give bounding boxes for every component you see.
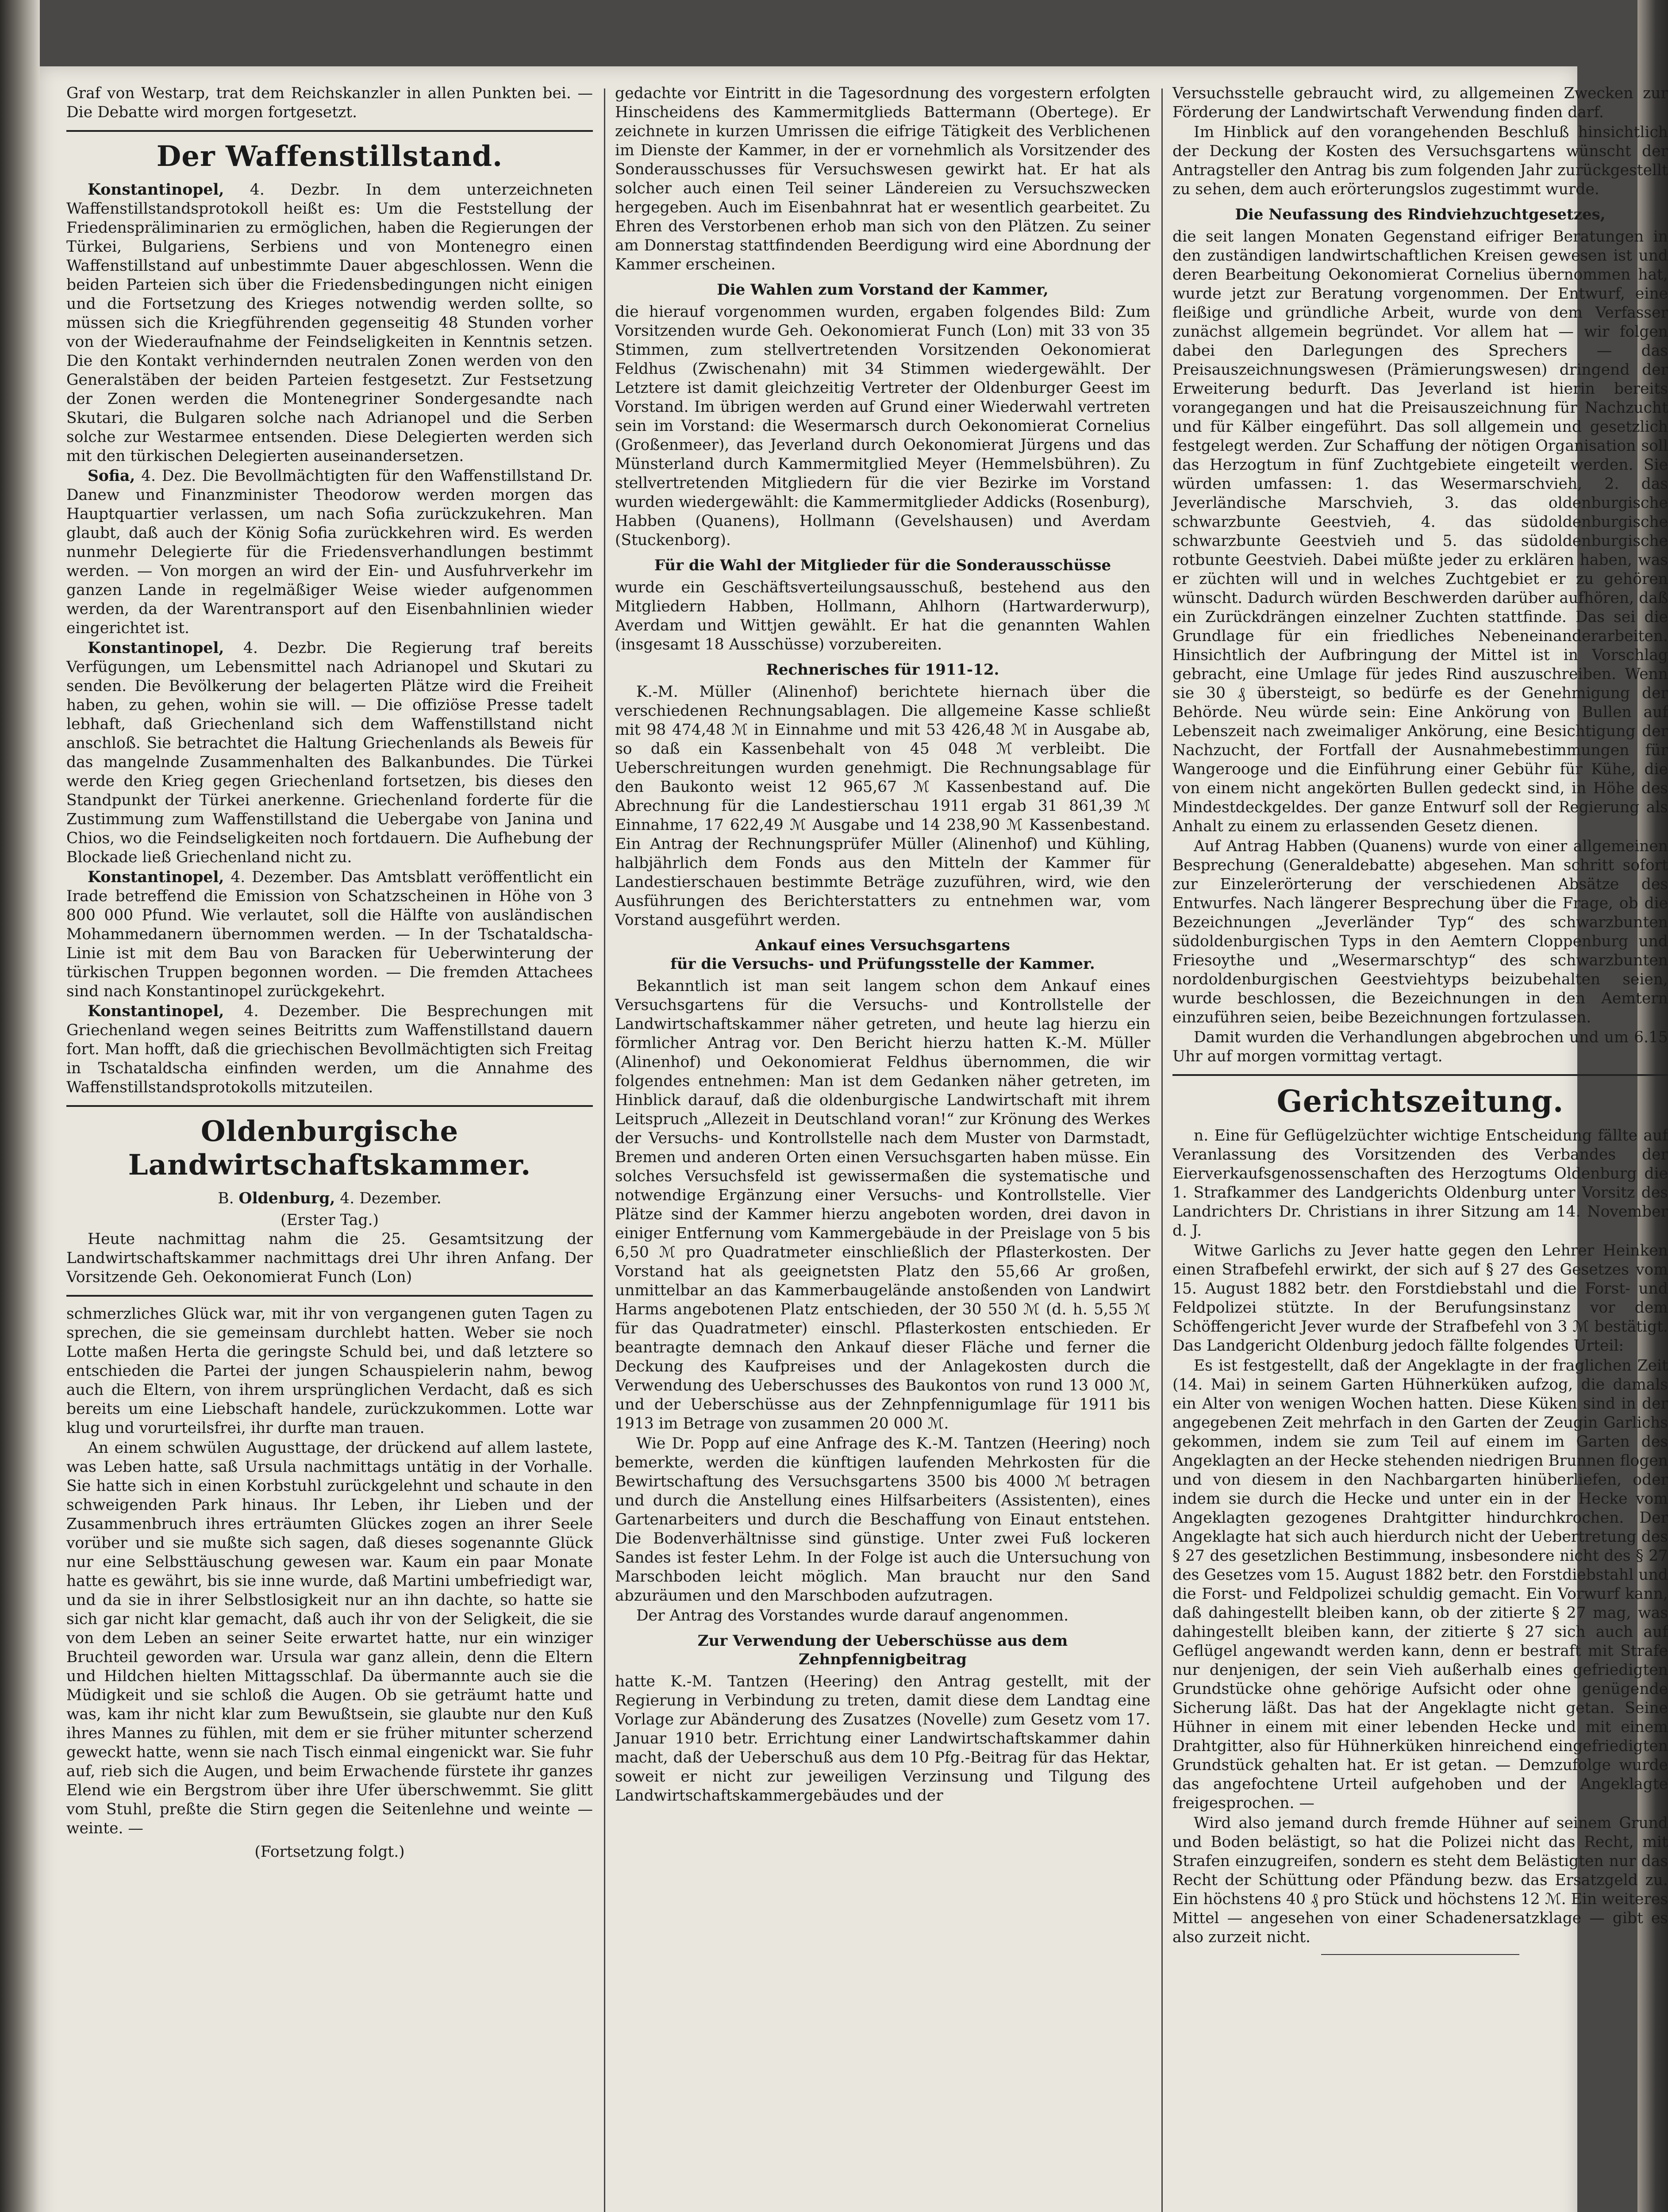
column-rule bbox=[604, 88, 605, 2212]
column-3 bbox=[1172, 84, 1668, 2212]
paragraph: Wird also jemand durch fremde Hühner auf seinem Grund und Boden belästigt, so hat die Polizei nicht das Recht, mit Strafen einzugreifen, sondern es steht dem Belästigten nur das Recht der Schüttung oder Pfändung bezw. das Ersatzgeld zu. Ein höchstens 40 ₰ pro Stück und höchstens 12 ℳ. Ein weiteres Mittel — angesehen von einer Schadenersatzklage — gibt es also zurzeit nicht. bbox=[1172, 1814, 1668, 1946]
novel-paragraph: schmerzliches Glück war, mit ihr von vergangenen guten Tagen zu sprechen, die sie gemeinsam durchlebt hatten. Weber sie noch Lotte maßen Herta die geringste Schuld bei, und daß letztere so entschieden die Partei der jungen Schauspielerin nahm, bewog auch die Eltern, von ihrem ursprünglichen Verdacht, daß es sich bereits um eine Liebschaft handele, zurückzukommen. Lotte war klug und vorurteilsfrei, ihr durfte man trauen. bbox=[66, 1305, 593, 1437]
paragraph: die seit langen Monaten Gegenstand eifriger Beratungen in den zuständigen landwirtschaftlichen Kreisen gewesen ist und deren Bearbeitung Oekonomierat Cornelius übernommen hat, wurde jetzt zur Beratung vorgenommen. Der Entwurf, eine fleißige und gründliche Arbeit, wurde von dem Verfasser zunächst allgemein begründet. Vor allem hat — wir folgen dabei den Darlegungen des Sprechers — das Preisauszeichnungswesen (Prämierungswesen) dringend der Erweiterung bedurft. Das Jeverland ist hierin bereits vorangegangen und hat die Preisauszeichnung für Nachzucht und für Kälber eingeführt. Das soll allgemein und gesetzlich festgelegt werden. Zur Schaffung der nötigen Organisation soll das Herzogtum in fünf Zuchtgebiete eingeteilt werden. Sie würden umfassen: 1. das Wesermarschvieh, 2. das Jeverländische Marschvieh, 3. das oldenburgische schwarzbunte Geestvieh, 4. das südoldenburgische schwarzbunte Geestvieh und 5. das südoldenburgische rotbunte Geestvieh. Dabei müßte jeder zu erklären haben, was er züchten will und in welches Zuchtgebiet er zu gehören wünscht. Dadurch würden Beschwerden darüber aufhören, daß ein Zurückdrängen einzelner Zuchten stattfinde. Das sei die Grundlage für ein friedliches Nebeneinanderarbeiten. Hinsichtlich der Aufbringung der Mittel ist in Vorschlag gebracht, eine Umlage für jedes Rind auszuschreiben. Wenn sie 30 ₰ übersteigt, so bedürfe es der Genehmigung der Behörde. Neu würde sein: Eine Ankörung von Bullen auf Lebenszeit nach zweimaliger Ankörung, eine Besichtigung der Nachzucht, der Fortfall der Ausnahmebestimmungen für Wangerooge und die Einführung einer Gebühr für Kühe, die von einem nicht angekörten Bullen gedeckt sind, in Höhe des Mindestdeckgeldes. Der ganze Entwurf soll der Regierung als Anhalt zu einem zu erlassenden Gesetz dienen. bbox=[1172, 228, 1668, 835]
paragraph: Im Hinblick auf den vorangehenden Beschluß hinsichtlich der Deckung der Kosten des Versuchsgartens wünscht der Antragsteller den Antrag bis zum folgenden Jahr zurückgestellt zu sehen, dem auch erörterungslos zugestimmt wurde. bbox=[1172, 123, 1668, 198]
continuation-note: (Fortsetzung folgt.) bbox=[254, 1843, 405, 1861]
section-divider bbox=[1172, 1074, 1668, 1076]
news-item bbox=[66, 639, 593, 867]
correspondent-mark: n. bbox=[1194, 1127, 1209, 1144]
news-text: 4. Dezember. Das Amtsblatt veröffentlicht ein Irade betreffend die Emission von Schatzscheinen in Höhe von 3 800 000 Pfund. Wie verlautet, soll die Hälfte von ausländischen Mohammedanern übernommen werden. — In der Tschataldscha-Linie ist mit dem Bau von Baracken für Ueberwinterung der türkischen Truppen begonnen worden. — Die fremden Attachees sind nach Konstantinopel zurückgekehrt. bbox=[66, 868, 593, 1000]
paragraph: Damit wurden die Verhandlungen abgebrochen und um 6.15 Uhr auf morgen vormittag vertagt. bbox=[1172, 1029, 1668, 1065]
subheading-line: Zehnpfennigbeitrag bbox=[799, 1651, 967, 1668]
subheading-rechnerisches: Rechnerisches für 1911-12. bbox=[766, 661, 999, 679]
article-intro: Heute nachmittag nahm die 25. Gesamtsitzung der Landwirtschaftskammer nachmittags drei Uhr ihren Anfang. Der Vorsitzende Geh. Oekonomierat Funch (Lon) bbox=[66, 1230, 593, 1286]
news-text: 4. Dezbr. Die Regierung traf bereits Verfügungen, um Lebensmittel nach Adrianopel und Skutari zu senden. Die Bevölkerung der belagerten Plätze wird die Freiheit haben, zu gehen, wohin sie will. — Die offiziöse Presse tadelt lebhaft, daß Griechenland sich dem Waffenstillstand nicht anschloß. Sie betrachtet die Haltung Griechenlands als Beweis für das mangelnde Zusammenhalten des Balkanbundes. Die Türkei werde den Krieg gegen Griechenland fortsetzen, bis dieses den Standpunkt der Türkei anerkenne. Griechenland forderte für die Zustimmung zum Waffenstillstand die Uebergabe von Janina und Chios, wo die Feindseligkeiten noch fortdauern. Die Aufhebung der Blockade ließ Griechenland nicht zu. bbox=[66, 639, 593, 866]
heading-waffenstillstand: Der Waffenstillstand. bbox=[156, 140, 503, 173]
paragraph: Bekanntlich ist man seit langem schon dem Ankauf eines Versuchsgartens für die Versuchs- und Kontrollstelle der Landwirtschaftskammer näher getreten, und heute lag hierzu ein förmlicher Antrag vor. Den Bericht hierzu hatten K.-M. Müller (Alinenhof) und Oekonomierat Feldhus übernommen, die wir folgendes entnehmen: Man ist dem Gedanken näher getreten, im Hinblick darauf, daß die oldenburgische Landwirtschaft mit ihrem Leitspruch „Allezeit in Deutschland voran!“ zur Krönung des Werkes der Versuchs- und Kontrollstelle nach dem Muster von Darmstadt, Bremen und anderen Orten einen Versuchsgarten haben müsse. Ein solches Versuchsfeld ist gewissermaßen die systematische und notwendige Ergänzung einer Versuchs- und Kontrollstelle. Vier Plätze sind der Kammer hierzu angeboten worden, drei davon in einiger Entfernung vom Kammergebäude in der Preislage von 5 bis 6,50 ℳ pro Quadratmeter einschließlich der Pflasterkosten. Der Vorstand hat als geeignetsten Platz den 55,66 Ar großen, unmittelbar an das Kammerbaugelände anstoßenden von Landwirt Harms angebotenen Platz entschieden, der 30 550 ℳ (d. h. 5,55 ℳ für das Quadratmeter) einschl. Pflasterkosten entschieden. Er beantragte demnach den Ankauf dieser Fläche und ferner die Deckung des Kaufpreises und der Anlagekosten durch die Verwendung des Ueberschusses des Baukontos von rund 13 000 ℳ, und der Ueberschüsse aus der Zehnpfennigumlage für 1911 bis 1913 im Betrage von zusammen 20 000 ℳ. bbox=[615, 977, 1150, 1432]
subheading-mitglieder: Für die Wahl der Mitglieder für die Sonderausschüsse bbox=[654, 557, 1111, 574]
article-subtitle: (Erster Tag.) bbox=[281, 1211, 379, 1229]
section-divider bbox=[66, 1105, 593, 1107]
paragraph: Es ist festgestellt, daß der Angeklagte in der fraglichen Zeit (14. Mai) in seinem Garten Hühnerküken aufzog, die damals ein Alter von wenigen Wochen hatten. Diese Küken sind in der angegebenen Zeit mehrfach in den Garten der Zeugin Garlichs gekommen, indem sie zum Teil auf einem im Garten des Angeklagten an der Hecke stehenden niedrigen Brunnen flogen und von diesem in den Nachbargarten hinüberliefen, oder indem sie durch die Hecke und unter ein in der Hecke vom Angeklagten gezogenes Drahtgitter hindurchkrochen. Der Angeklagte hat sich auch hierdurch nicht der Uebertretung des § 27 des gesetzlichen Bestimmung, insbesondere nicht des § 27 des Gesetzes vom 15. August 1882 betr. den Forstdiebstahl und die Forst- und Feldpolizei schuldig gemacht. Ein Vorwurf kann, daß dahingestellt bleiben kann, ob der zitierte § 27 mag, was dahingestellt bleiben kann, der zitierte § 27 sich auch auf Geflügel angewandt werden kann, denn er bestraft mit Strafe nur denjenigen, der sein Vieh außerhalb eines gefriedigten Grundstücke ohne gehörige Aufsicht oder ohne genügende Sicherung läßt. Das hat der Angeklagte nicht getan. Seine Hühner in einem mit einer lebenden Hecke und mit einem Drahtgitter, also für Hühnerküken hinreichend eingefriedigten Grundstück gehalten hat. Er ist getan. — Demzufolge wurde das angefochtene Urteil aufgehoben und der Angeklagte freigesprochen. — bbox=[1172, 1357, 1668, 1812]
dateline-place: Konstantinopel, bbox=[88, 1002, 224, 1020]
subheading-rindvieh: Die Neufassung des Rindviehzuchtgesetzes, bbox=[1235, 206, 1606, 223]
heading-gerichtszeitung: Gerichtszeitung. bbox=[1276, 1084, 1564, 1119]
section-divider bbox=[66, 130, 593, 132]
paragraph: Versuchsstelle gebraucht wird, zu allgemeinen Zwecken zur Förderung der Landwirtschaft Verwendung finden darf. bbox=[1172, 84, 1668, 121]
column-rule bbox=[1161, 88, 1163, 2212]
court-text: Eine für Geflügelzüchter wichtige Entscheidung fällte auf Veranlassung des Vorsitzenden des Verbandes der Eierverkaufsgenossenschaften des Herzogtums Oldenburg die 1. Strafkammer des Landgerichts Oldenburg unter Vorsitz des Landrichters Dr. Christians in ihrer Sitzung am 14. November d. J. bbox=[1172, 1127, 1668, 1240]
paragraph: Auf Antrag Habben (Quanens) wurde von einer allgemeinen Besprechung (Generaldebatte) abgesehen. Man schritt sofort zur Einzelerörterung der verschiedenen Absätze des Entwurfes. Nach längerer Besprechung über die Frage, ob die Bezeichnungen „Jeverländer Typ“ des schwarzbunten südoldenburgischen Typs in den Aemtern Cloppenburg und Friesoythe und „Wesermarschtyp“ des schwarzbunten nordoldenburgischen Geestviehtyps beizubehalten seien, wurde beschlossen, die Bezeichnungen in den Aemtern einzuführen seien, beibe Bezeichnungen fortzulassen. bbox=[1172, 837, 1668, 1026]
paragraph: K.-M. Müller (Alinenhof) berichtete hiernach über die verschiedenen Rechnungsablagen. Die allgemeine Kasse schließt mit 98 474,48 ℳ in Einnahme und mit 53 426,48 ℳ in Ausgabe ab, so daß ein Kassenbehalt von 45 048 ℳ verbleibt. Die Ueberschreitungen wurden genehmigt. Die Rechnungsablage für den Baukonto weist 12 965,67 ℳ Kassenbestand auf. Die Abrechnung für die Landestierschau 1911 ergab 31 861,39 ℳ Einnahme, 17 622,49 ℳ Ausgabe und 14 238,90 ℳ Kassenbestand. Ein Antrag der Rechnungsprüfer Müller (Alinenhof) und Kühling, halbjährlich dem Fonds aus den Mitteln der Kammer für Landestierschauen bestimmte Beträge zuzuführen, wird, wie den Ausführungen des Berichterstatters zu entnehmen war, vom Vorstand ausgeführt werden. bbox=[615, 683, 1150, 929]
dateline-place: Oldenburg, bbox=[238, 1190, 335, 1207]
paragraph: Wie Dr. Popp auf eine Anfrage des K.-M. Tantzen (Heering) noch bemerkte, werden die künftigen laufenden Mehrkosten für die Bewirtschaftung des Versuchsgartens 3500 bis 4000 ℳ betragen und durch die Anstellung eines Hilfsarbeiters (Assistenten), eines Gartenarbeiters und durch die Beschaffung von Einaut entstehen. Die Bodenverhältnisse sind günstige. Unter zwei Fuß lockeren Sandes ist fester Lehm. In der Folge ist auch die Untersuchung von Marschboden leicht möglich. Man braucht nur den Sand abzuräumen und den Marschboden aufzutragen. bbox=[615, 1435, 1150, 1605]
article-dateline bbox=[66, 1189, 593, 1208]
court-item bbox=[1172, 1126, 1668, 1240]
news-item bbox=[66, 467, 593, 638]
news-item bbox=[66, 1002, 593, 1097]
column-1 bbox=[66, 84, 593, 2212]
novel-paragraph: An einem schwülen Augusttage, der drückend auf allem lastete, was Leben hatte, saß Ursula nachmittags untätig in der Vorhalle. Sie hatte sich in einen Korbstuhl zurückgelehnt und schaute in den schweigenden Park hinaus. Ihr Leben, ihr Lieben und der Zusammenbruch ihres erträumten Glückes zogen an ihrer Seele vorüber und sie mußte sich sagen, daß dieses sogenannte Glück nur eine Selbsttäuschung gewesen war. Kaum ein paar Monate hatte es gewährt, bis sie inne wurde, daß Martini umbefriedigt war, und da sie in ihrer Selbstlosigkeit nur an ihn dachte, so hatte sie sich gar nicht klar gemacht, daß auch ihr von der Seligkeit, die sie von dem Leben an seiner Seite erwartet hatte, nur ein winziger Bruchteil geworden war. Ursula war ganz allein, denn die Eltern und Hildchen hielten Mittagsschlaf. Da übermannte auch sie die Müdigkeit und sie schloß die Augen. Ob sie geträumt hatte und was, kam ihr nicht klar zum Bewußtsein, sie glaubte nur den Kuß ihres Mannes zu fühlen, mit dem er sie früher mitunter scherzend geweckt hatte, wenn sie nach Tisch einmal eingenickt war. Sie fuhr auf, rieb sich die Augen, und beim Erwachende fürstete ihr ganzes Elend wie ein Bergstrom über ihre Ufer überschwemmt. Sie glitt vom Stuhl, preßte die Stirn gegen die Seitenlehne und weinte — weinte. — bbox=[66, 1439, 593, 1837]
news-item bbox=[66, 868, 593, 1001]
column-2 bbox=[615, 84, 1150, 2212]
news-text: 4. Dezbr. In dem unterzeichneten Waffenstillstandsprotokoll heißt es: Um die Feststellung der Friedenspräliminarien zu ermöglichen, haben die Regierungen der Türkei, Bulgariens, Serbiens und von Montenegro einen Waffenstillstand auf unbestimmte Dauer abgeschlossen. Wenn die beiden Parteien sich über die Friedensbedingungen nicht einigen und die Fortsetzung des Krieges notwendig werden sollte, so müssen sich die Kriegführenden gegenseitig 48 Stunden vorher von der Wiederaufnahme der Feindseligkeiten in Kenntnis setzen. Die den Kontakt verhindernden neutralen Zonen werden von den Generalstäben der beiden Parteien festgesetzt. Zur Festsetzung der Zonen werden die Montenegriner Sondergesandte nach Skutari, die Bulgaren solche nach Adrianopel und die Serben solche zur Westarmee entsenden. Diese Delegierten werden sich mit den türkischen Delegierten auseinandersetzen. bbox=[66, 181, 593, 465]
dateline-place: Konstantinopel, bbox=[88, 868, 224, 886]
newspaper-page bbox=[40, 66, 1668, 2212]
paragraph: wurde ein Geschäftsverteilungsausschuß, bestehend aus den Mitgliedern Habben, Hollmann, Ahlhorn (Hartwarderwurp), Averdam und Wittjen gewählt. Er hat die genannten Wahlen (insgesamt 18 Ausschüsse) vorzubereiten. bbox=[615, 579, 1150, 653]
subheading-line: Zur Verwendung der Ueberschüsse aus dem bbox=[697, 1632, 1068, 1650]
end-rule bbox=[1321, 1954, 1519, 1955]
correspondent-mark: B. bbox=[218, 1190, 234, 1207]
news-text: 4. Dez. Die Bevollmächtigten für den Waffenstillstand Dr. Danew und Finanzminister Theodorow werden morgen das Hauptquartier verlassen, um nach Sofia zurückzukehren. Man glaubt, daß auch der König Sofia zurückkehren wird. Es werden nunmehr Delegierte für die Friedensverhandlungen bestimmt werden. — Von morgen an wird der Ein- und Ausfuhrverkehr im ganzen Lande in regelmäßiger Weise wieder aufgenommen werden, da der Warentransport auf den Eisenbahnlinien wieder eingerichtet ist. bbox=[66, 467, 593, 637]
paragraph: hatte K.-M. Tantzen (Heering) den Antrag gestellt, mit der Regierung in Verbindung zu treten, damit diese dem Landtag eine Vorlage zur Abänderung des Zusatzes (Novelle) zum Gesetz vom 17. Januar 1910 betr. Errichtung einer Landwirtschaftskammer dahin macht, daß der Ueberschuß aus dem 10 Pfg.-Beitrag für das Hektar, soweit er nicht zur jeweiligen Verzinsung und Tilgung des Landwirtschaftskammergebäudes und der bbox=[615, 1673, 1150, 1805]
heading-landwirtschaftskammer: Oldenburgische Landwirtschaftskammer. bbox=[128, 1115, 531, 1182]
book-binding bbox=[0, 0, 40, 2212]
dateline-date: 4. Dezember. bbox=[340, 1190, 442, 1207]
paragraph: die hierauf vorgenommen wurden, ergaben folgendes Bild: Zum Vorsitzenden wurde Geh. Oekonomierat Funch (Lon) mit 33 von 35 Stimmen, zum stellvertretenden Vorsitzenden Oekonomierat Feldhus (Zwischenahn) mit 34 Stimmen wiedergewählt. Der Letztere ist damit gleichzeitig Vertreter der Oldenburger Geest im Vorstand. Im übrigen werden auf Grund einer Wiederwahl vertreten sein im Vorstand: die Wesermarsch durch Oekonomierat Cornelius (Großenmeer), das Jeverland durch Oekonomierat Jürgens und das Münsterland durch Kammermitglied Meyer (Hemmelsbühren). Zu stellvertretenden Mitgliedern für die vier Bezirke im Vorstand wurden wiedergewählt: die Kammermitglieder Addicks (Rosenburg), Habben (Quanens), Hollmann (Gevelshausen) und Averdam (Stuckenborg). bbox=[615, 303, 1150, 549]
paragraph: Witwe Garlichs zu Jever hatte gegen den Lehrer Heinken einen Strafbefehl erwirkt, der sich auf § 27 des Gesetzes vom 15. August 1882 betr. den Forstdiebstahl und die Forst- und Feldpolizei stützte. In der Berufungsinstanz vor dem Schöffengericht Jever wurde der Strafbefehl von 3 ℳ bestätigt. Das Landgericht Oldenburg jedoch fällte folgendes Urteil: bbox=[1172, 1242, 1668, 1355]
subheading-line: für die Versuchs- und Prüfungsstelle der Kammer. bbox=[670, 955, 1095, 973]
continuation-text: Graf von Westarp, trat dem Reichskanzler in allen Punkten bei. — Die Debatte wird morgen fortgesetzt. bbox=[66, 84, 593, 121]
paragraph: gedachte vor Eintritt in die Tagesordnung des vorgestern erfolgten Hinscheidens des Kammermitglieds Battermann (Obertege). Er zeichnete in kurzen Umrissen die eifrige Tätigkeit des Verblichenen im Dienste der Kammer, in der er vornehmlich als Vorsitzender des Sonderausschusses für Versuchswesen gewirkt hat. Er hat als solcher auch einen Teil seiner Ländereien zu Versuchszwecken hergegeben. Auch im Eisenbahnrat hat er wesentlich gearbeitet. Zu Ehren des Verstorbenen erhob man sich von den Plätzen. Zu seiner am Donnerstag stattfindenden Beerdigung wird eine Abordnung der Kammer erscheinen. bbox=[615, 84, 1150, 273]
subheading-wahlen: Die Wahlen zum Vorstand der Kammer, bbox=[717, 281, 1049, 299]
dateline-place: Konstantinopel, bbox=[88, 181, 224, 199]
news-text: 4. Dezember. Die Besprechungen mit Griechenland wegen seines Beitritts zum Waffenstillstand dauern fort. Man hofft, daß die griechischen Bevollmächtigten sich Freitag in Tschataldscha einfinden werden, um die Annahme des Waffenstillstandsprotokolls mitzuteilen. bbox=[66, 1002, 593, 1096]
subheading-verwendung bbox=[615, 1632, 1150, 1669]
dateline-place: Konstantinopel, bbox=[88, 639, 224, 657]
subheading-ankauf bbox=[615, 936, 1150, 973]
subheading-line: Ankauf eines Versuchsgartens bbox=[755, 937, 1010, 954]
paragraph: Der Antrag des Vorstandes wurde darauf angenommen. bbox=[636, 1607, 1069, 1624]
news-item bbox=[66, 180, 593, 466]
dateline-place: Sofia, bbox=[88, 467, 135, 485]
feuilleton-divider bbox=[66, 1295, 593, 1297]
